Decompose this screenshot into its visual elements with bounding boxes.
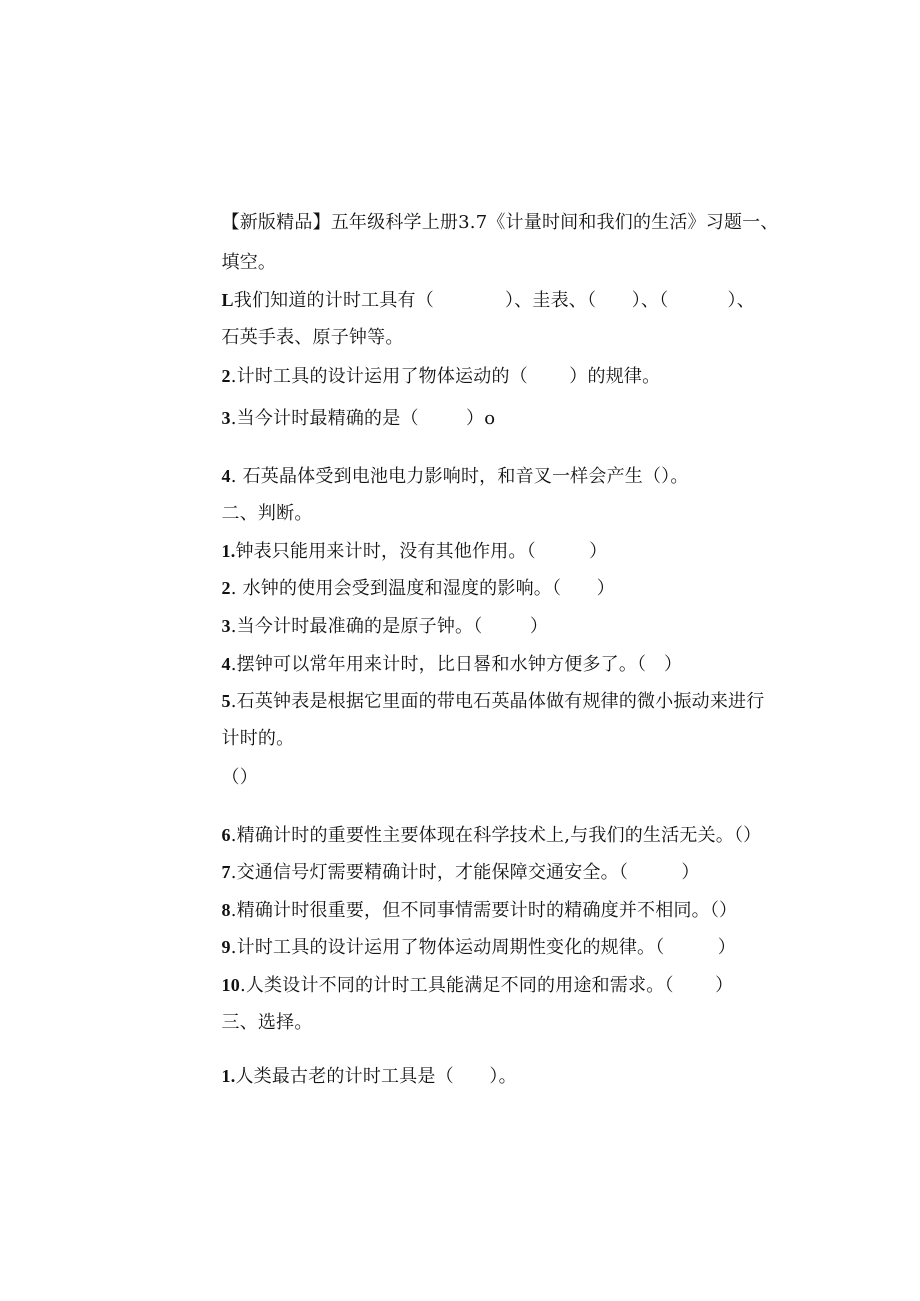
- section-choice-heading: 三、选择。: [221, 1012, 313, 1033]
- choice-question-1: 1.人类最古老的计时工具是（ ）。: [221, 1066, 517, 1087]
- judge-question-8: 8.精确计时很重要，但不同事情需要计时的精确度并不相同。（）: [221, 900, 738, 921]
- judge-question-1: 1.钟表只能用来计时，没有其他作用。（ ）: [221, 541, 608, 562]
- judge-question-6: 6.精确计时的重要性主要体现在科学技术上,与我们的生活无关。（）: [221, 825, 762, 846]
- fill-question-4: 4. 石英晶体受到电池电力影响时，和音叉一样会产生（）。: [221, 466, 689, 487]
- fill-question-1: L我们知道的计时工具有（ ）、圭表、（ ）、（ ）、: [221, 290, 755, 311]
- judge-question-4: 4.摆钟可以常年用来计时，比日晷和水钟方便多了。（ ）: [221, 654, 683, 675]
- fill-question-2: 2.计时工具的设计运用了物体运动的（ ）的规律。: [221, 366, 661, 387]
- judge-question-10: 10.人类设计不同的计时工具能满足不同的用途和需求。（ ）: [221, 975, 734, 996]
- title-text: 【新版精品】五年级科学上册3.7《计量时间和我们的生活》习题一、: [221, 212, 779, 233]
- judge-question-5-continued: 计时的。: [221, 728, 295, 749]
- section-fill-heading: 填空。: [221, 252, 277, 273]
- fill-question-1-continued: 石英手表、原子钟等。: [221, 327, 404, 348]
- judge-question-7: 7.交通信号灯需要精确计时，才能保障交通安全。（ ）: [221, 862, 700, 883]
- judge-question-9: 9.计时工具的设计运用了物体运动周期性变化的规律。（ ）: [221, 937, 736, 958]
- judge-question-2: 2. 水钟的使用会受到温度和湿度的影响。（ ）: [221, 578, 615, 599]
- judge-question-5: 5.石英钟表是根据它里面的带电石英晶体做有规律的微小振动来进行: [221, 691, 765, 712]
- fill-question-3: 3.当今计时最精确的是（ ）o: [221, 408, 496, 429]
- section-judge-heading: 二、判断。: [221, 503, 313, 524]
- judge-question-5-answer-bracket: （）: [221, 767, 258, 788]
- judge-question-3: 3.当今计时最准确的是原子钟。（ ）: [221, 616, 549, 637]
